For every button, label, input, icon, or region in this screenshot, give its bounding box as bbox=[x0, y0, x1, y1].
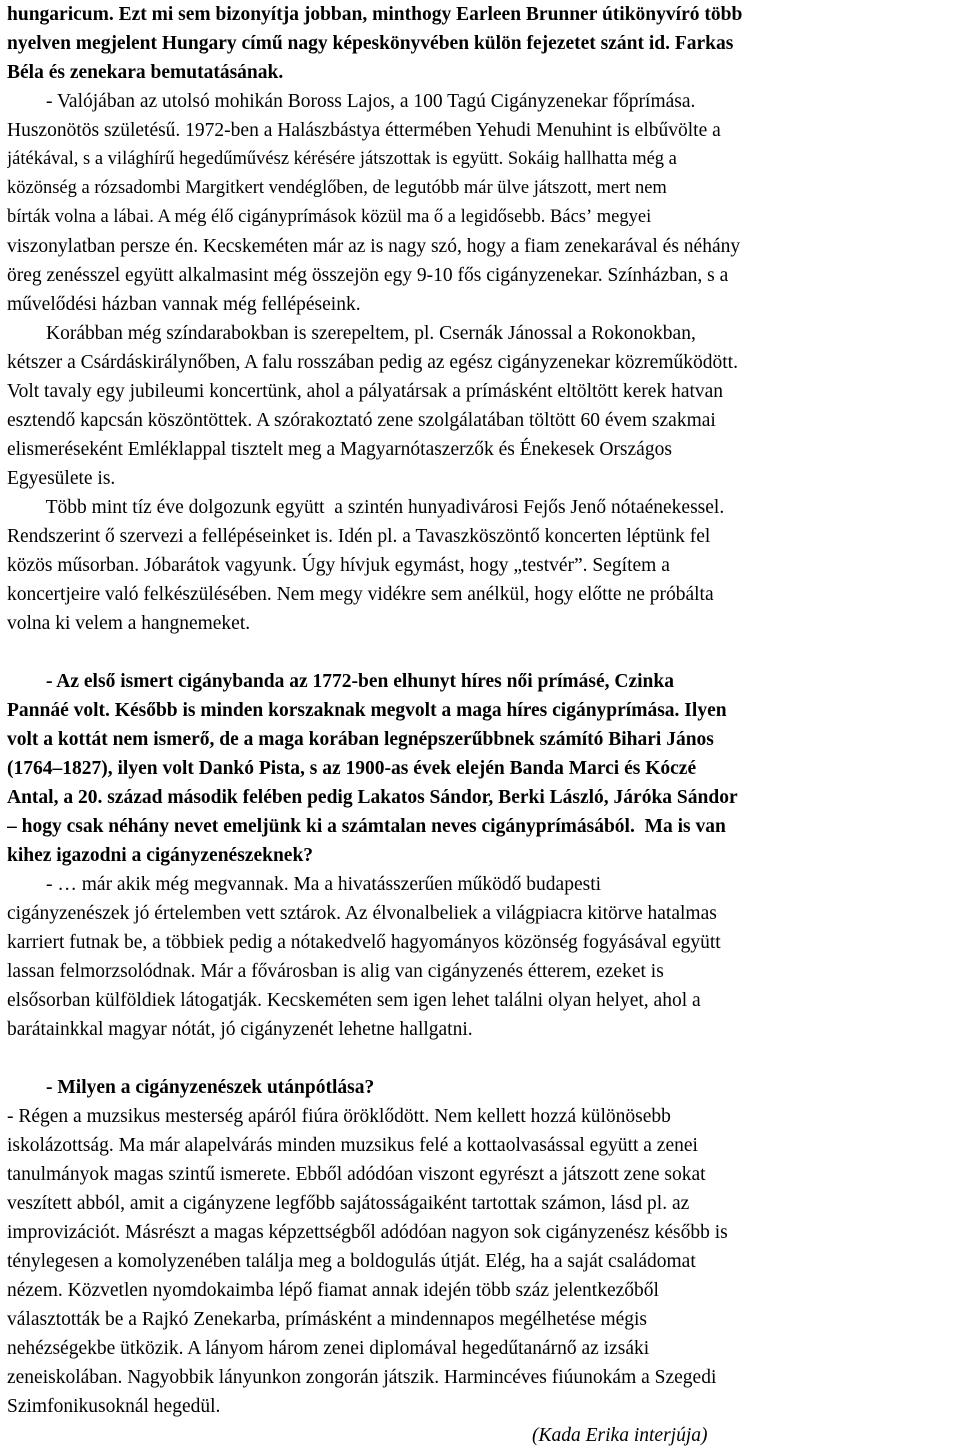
text-line: nézem. Közvetlen nyomdokaimba lépő fiamat annak idején több száz jelentkezőből bbox=[7, 1280, 659, 1301]
bold-question-line: kihez igazodni a cigányzenészeknek? bbox=[7, 845, 314, 866]
text-line: Korábban még színdarabokban is szerepeltem, pl. Csernák Jánossal a Rokonokban, bbox=[7, 323, 696, 344]
text-line: Huszonötös születésű. 1972-ben a Halászbástya éttermében Yehudi Menuhint is elbűvölte a bbox=[7, 120, 721, 141]
text-line: iskolázottság. Ma már alapelvárás minden muzsikus felé a kottaolvasással együtt a zenei bbox=[7, 1135, 698, 1156]
bold-question-line: (1764–1827), ilyen volt Dankó Pista, s az 1900-as évek elején Banda Marci és Kóczé bbox=[7, 758, 697, 779]
paragraph-gap bbox=[7, 638, 953, 667]
document-page bbox=[7, 0, 953, 1450]
text-line: közös műsorban. Jóbarátok vagyunk. Úgy hívjuk egymást, hogy „testvér”. Segítem a bbox=[7, 555, 670, 576]
paragraph-gap bbox=[7, 1044, 953, 1073]
article-body bbox=[7, 0, 953, 1421]
text-line: karriert futnak be, a többiek pedig a nótakedvelő hagyományos közönség fogyásával együtt bbox=[7, 932, 721, 953]
text-line: bírták volna a lábai. A még élő cigányprímások közül ma ő a legidősebb. Bácsʼ megyei bbox=[7, 207, 652, 227]
bold-question-line: – hogy csak néhány nevet emeljünk ki a számtalan neves cigányprímásából. Ma is van bbox=[7, 816, 726, 837]
text-line: improvizációt. Másrészt a magas képzettségből adódóan nagyon sok cigányzenész később is bbox=[7, 1222, 728, 1243]
text-line: - Valójában az utolsó mohikán Boross Lajos, a 100 Tagú Cigányzenekar főprímása. bbox=[7, 91, 696, 112]
text-line: esztendő kapcsán köszöntöttek. A szórakoztató zene szolgálatában töltött 60 évem szakmai bbox=[7, 410, 716, 431]
text-line: Egyesülete is. bbox=[7, 468, 116, 489]
text-line: lassan felmorzsolódnak. Már a fővárosban is alig van cigányzenés étterem, ezeket is bbox=[7, 961, 664, 982]
text-line: viszonylatban persze én. Kecskeméten már az is nagy szó, hogy a fiam zenekarával és néhány bbox=[7, 236, 741, 257]
bold-question-line: hungaricum. Ezt mi sem bizonyítja jobban, minthogy Earleen Brunner útikönyvíró több bbox=[7, 4, 743, 25]
text-line: nehézségekbe ütközik. A lányom három zenei diplomával hegedűtanárnő az izsáki bbox=[7, 1338, 650, 1359]
bold-question-line: volt a kottát nem ismerő, de a maga korában legnépszerűbbnek számító Bihari János bbox=[7, 729, 714, 750]
bold-question-line: Pannáé volt. Később is minden korszaknak megvolt a maga híres cigányprímása. Ilyen bbox=[7, 700, 727, 721]
bold-question-line: Antal, a 20. század második felében pedig Lakatos Sándor, Berki László, Járóka Sándor bbox=[7, 787, 738, 808]
text-line: játékával, s a világhírű hegedűművész kérésére játszottak is együtt. Sokáig hallhatta még a bbox=[7, 149, 677, 169]
text-line: Volt tavaly egy jubileumi koncertünk, ahol a pályatársak a prímásként eltöltött kerek hatvan bbox=[7, 381, 724, 402]
text-line: művelődési házban vannak még fellépéseink. bbox=[7, 294, 361, 315]
text-line: Rendszerint ő szervezi a fellépéseinket is. Idén pl. a Tavaszköszöntő koncerten léptünk fel bbox=[7, 526, 711, 547]
text-line: tanulmányok magas szintű ismerete. Ebből adódóan viszont egyrészt a játszott zene sokat bbox=[7, 1164, 706, 1185]
text-line: barátainkkal magyar nótát, jó cigányzenét lehetne hallgatni. bbox=[7, 1019, 473, 1040]
text-line: ténylegesen a komolyzenében találja meg a boldogulás útját. Elég, ha a saját családomat bbox=[7, 1251, 696, 1272]
author-signature: (Kada Erika interjúja) bbox=[532, 1425, 708, 1446]
text-line: választották be a Rajkó Zenekarba, prímásként a mindennapos megélhetése mégis bbox=[7, 1309, 648, 1330]
text-line: Több mint tíz éve dolgozunk együtt a szintén hunyadivárosi Fejős Jenő nótaénekessel. bbox=[7, 497, 725, 518]
text-line: elismeréseként Emléklappal tisztelt meg a Magyarnótaszerzők és Énekesek Országos bbox=[7, 439, 672, 460]
text-line: koncertjeire való felkészülésében. Nem megy vidékre sem anélkül, hogy előtte ne próbálta bbox=[7, 584, 714, 605]
text-line: kétszer a Csárdáskirálynőben, A falu rosszában pedig az egész cigányzenekar közreműködött. bbox=[7, 352, 738, 373]
bold-question-line: - Az első ismert cigánybanda az 1772-ben elhunyt híres női prímásé, Czinka bbox=[7, 671, 674, 692]
bold-question-line: - Milyen a cigányzenészek utánpótlása? bbox=[7, 1077, 375, 1098]
text-line: - … már akik még megvannak. Ma a hivatásszerűen működő budapesti bbox=[7, 874, 602, 895]
text-line: Szimfonikusoknál hegedül. bbox=[7, 1396, 221, 1417]
text-line: közönség a rózsadombi Margitkert vendéglőben, de legutóbb már ülve játszott, mert nem bbox=[7, 178, 667, 198]
text-line: zeneiskolában. Nagyobbik lányunkon zongorán játszik. Harmincéves fiúunokám a Szegedi bbox=[7, 1367, 717, 1388]
text-line: elsősorban külföldiek látogatják. Kecskeméten sem igen lehet találni olyan helyet, ahol a bbox=[7, 990, 701, 1011]
bold-question-line: Béla és zenekara bemutatásának. bbox=[7, 62, 284, 83]
text-line: volna ki velem a hangnemeket. bbox=[7, 613, 251, 634]
text-line: cigányzenészek jó értelemben vett sztárok. Az élvonalbeliek a világpiacra kitörve hatalmas bbox=[7, 903, 717, 924]
text-line: veszített abból, amit a cigányzene legfőbb sajátosságaiként tartottak számon, lásd pl. az bbox=[7, 1193, 690, 1214]
text-line: - Régen a muzsikus mesterség apáról fiúra öröklődött. Nem kellett hozzá különösebb bbox=[7, 1106, 671, 1127]
bold-question-line: nyelven megjelent Hungary című nagy képeskönyvében külön fejezetet szánt id. Farkas bbox=[7, 33, 734, 54]
text-line: öreg zenésszel együtt alkalmasint még összejön egy 9-10 fős cigányzenekar. Színházban, s a bbox=[7, 265, 729, 286]
